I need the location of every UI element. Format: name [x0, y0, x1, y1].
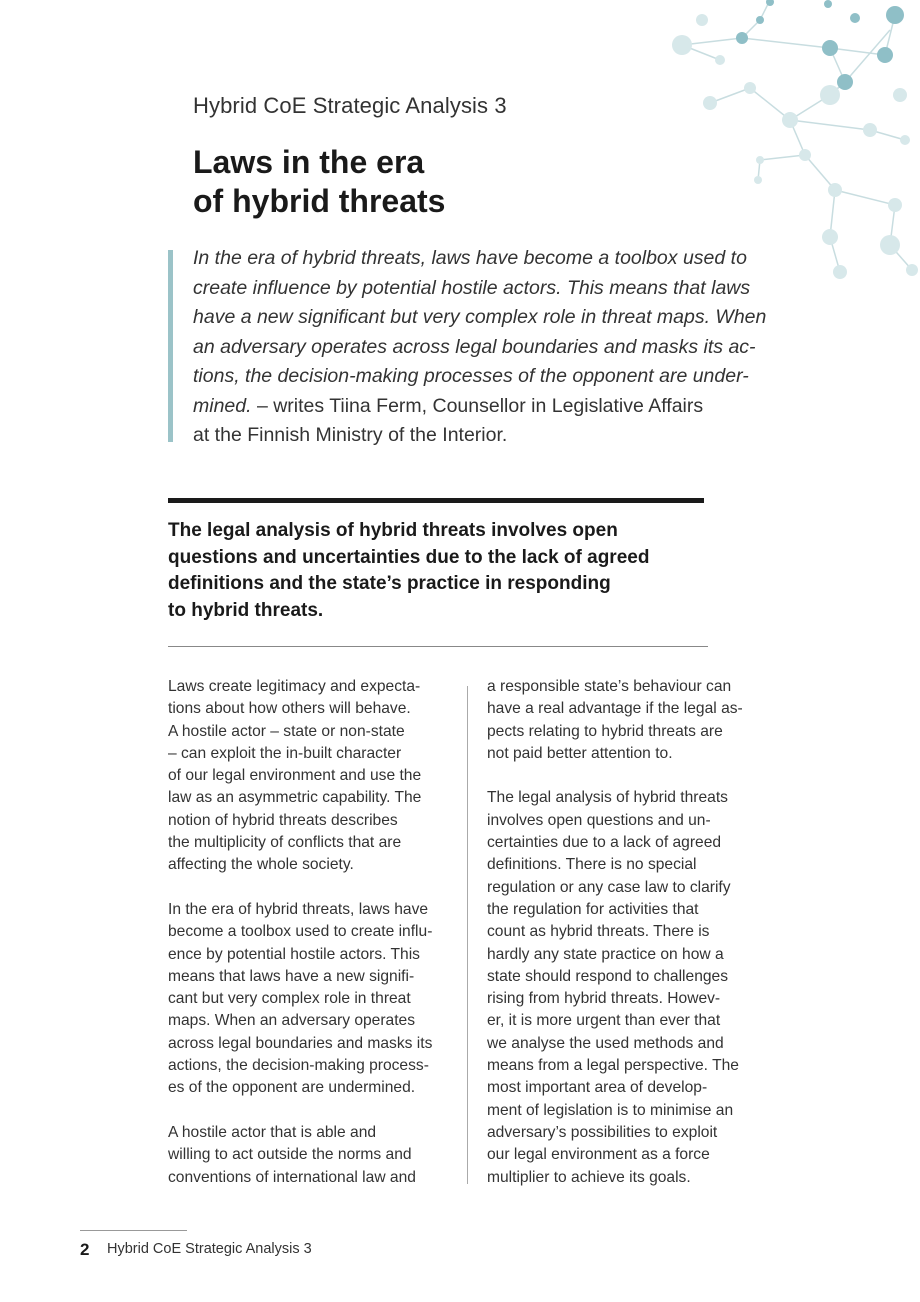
body-line: law as an asymmetric capability. The: [168, 789, 422, 807]
body-paragraph: [487, 676, 777, 765]
lead-paragraph: [168, 518, 698, 624]
column-divider: [467, 686, 468, 1184]
quote-line: have a new significant but very complex role in threat maps. When: [193, 306, 767, 328]
body-line: – can exploit the in-built character: [168, 744, 402, 762]
quote-line: In the era of hybrid threats, laws have become a toolbox used to: [193, 247, 747, 269]
body-line: involves open questions and un-: [487, 811, 711, 829]
footer-title: Hybrid CoE Strategic Analysis 3: [107, 1241, 312, 1257]
page-number: 2: [80, 1240, 90, 1259]
body-line: state should respond to challenges: [487, 967, 729, 985]
body-line: notion of hybrid threats describes: [168, 811, 398, 829]
body-column-2: [487, 676, 777, 1211]
body-line: er, it is more urgent than ever that: [487, 1012, 721, 1030]
body-line: definitions. There is no special: [487, 856, 697, 874]
body-line: rising from hybrid threats. Howev-: [487, 990, 721, 1008]
quote-attribution: – writes Tiina Ferm, Counsellor in Legislative Affairs: [256, 394, 704, 417]
body-line: not paid better attention to.: [487, 744, 673, 762]
body-line: of our legal environment and use the: [168, 767, 422, 785]
quote-line: tions, the decision-making processes of the opponent are under-: [193, 365, 749, 387]
body-line: adversary’s possibilities to exploit: [487, 1123, 718, 1141]
quote-accent-bar: [168, 250, 173, 442]
body-paragraph: [168, 899, 458, 1100]
body-line: ment of legislation is to minimise an: [487, 1101, 734, 1119]
body-line: across legal boundaries and masks its: [168, 1034, 433, 1052]
lead-line: to hybrid threats.: [168, 599, 324, 621]
body-line: ence by potential hostile actors. This: [168, 945, 420, 963]
body-paragraph: [168, 676, 458, 877]
body-line: actions, the decision-making process-: [168, 1057, 429, 1075]
body-line: means that laws have a new signifi-: [168, 967, 415, 985]
title-line: of hybrid threats: [193, 183, 446, 219]
body-line: our legal environment as a force: [487, 1146, 710, 1164]
body-line: the regulation for activities that: [487, 900, 699, 918]
body-line: pects relating to hybrid threats are: [487, 722, 723, 740]
body-line: Laws create legitimacy and expecta-: [168, 678, 421, 695]
body-line: cant but very complex role in threat: [168, 990, 411, 1008]
quote-line: mined.: [193, 394, 252, 417]
body-line: tions about how others will behave.: [168, 700, 411, 718]
lead-line: definitions and the state’s practice in responding: [168, 573, 611, 594]
body-line: become a toolbox used to create influ-: [168, 923, 433, 941]
body-line: multiplier to achieve its goals.: [487, 1168, 691, 1186]
body-line: In the era of hybrid threats, laws have: [168, 900, 429, 918]
quote-line: an adversary operates across legal boundaries and masks its ac-: [193, 335, 756, 358]
body-line: A hostile actor that is able and: [168, 1123, 377, 1141]
body-line: a responsible state’s behaviour can: [487, 678, 732, 695]
body-line: we analyse the used methods and: [487, 1034, 724, 1052]
footer-rule: [80, 1230, 187, 1231]
body-line: count as hybrid threats. There is: [487, 923, 710, 941]
quote-line: create influence by potential hostile actors. This means that laws: [193, 276, 751, 299]
lead-line: questions and uncertainties due to the lack of agreed: [168, 546, 650, 568]
quote-attribution: at the Finnish Ministry of the Interior.: [193, 424, 508, 446]
body-line: es of the opponent are undermined.: [168, 1079, 416, 1097]
body-line: maps. When an adversary operates: [168, 1012, 416, 1030]
body-line: the multiplicity of conflicts that are: [168, 834, 402, 852]
body-column-1: [168, 676, 458, 1211]
body-line: The legal analysis of hybrid threats: [487, 789, 728, 807]
body-line: willing to act outside the norms and: [168, 1146, 412, 1164]
lead-underline: [168, 646, 708, 647]
body-line: A hostile actor – state or non-state: [168, 722, 405, 740]
body-line: regulation or any case law to clarify: [487, 878, 731, 896]
body-line: hardly any state practice on how a: [487, 945, 724, 963]
body-line: certainties due to a lack of agreed: [487, 834, 722, 852]
title-line: Laws in the era: [193, 144, 425, 180]
body-line: most important area of develop-: [487, 1079, 708, 1097]
series-title: Hybrid CoE Strategic Analysis 3: [193, 93, 507, 118]
body-line: affecting the whole society.: [168, 856, 354, 874]
pull-quote: [193, 244, 788, 451]
body-paragraph: [487, 787, 777, 1188]
body-paragraph: [168, 1122, 458, 1189]
body-line: conventions of international law and: [168, 1168, 416, 1186]
body-line: have a real advantage if the legal as-: [487, 700, 743, 718]
section-divider: [168, 498, 704, 503]
lead-line: The legal analysis of hybrid threats involves open: [168, 520, 618, 541]
page-title: [193, 143, 445, 221]
body-line: means from a legal perspective. The: [487, 1057, 739, 1075]
